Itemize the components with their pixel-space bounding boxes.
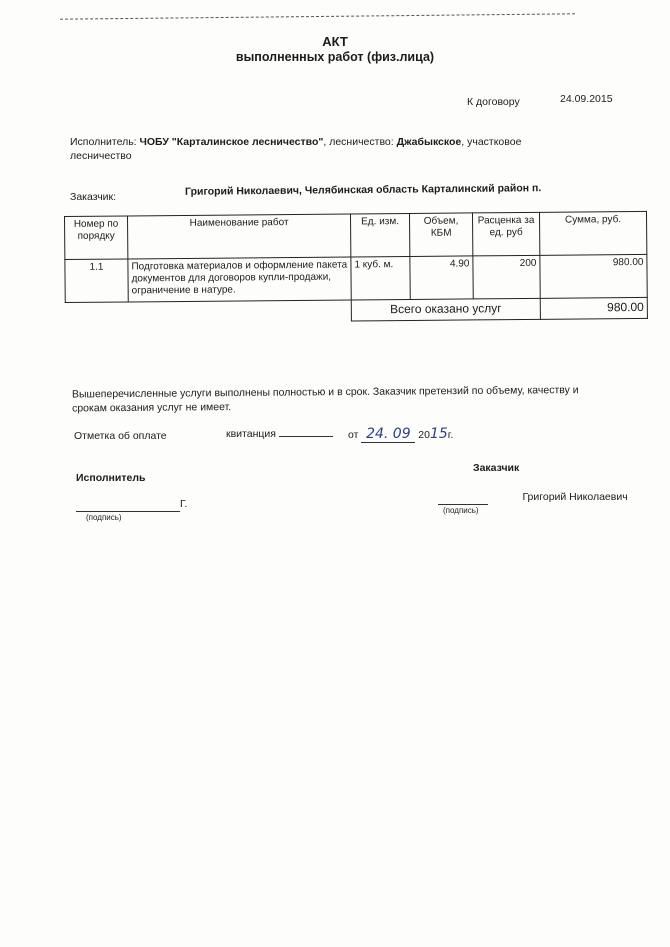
payment-date (348, 426, 453, 443)
district-label: , участковое (461, 136, 522, 148)
col-header-number: Номер по порядку (65, 216, 128, 260)
executor-label: Исполнитель: (70, 136, 137, 148)
handwritten-year: 15 (429, 426, 448, 442)
receipt-number-blank (279, 436, 333, 437)
customer-signature-name: Григорий Николаевич (522, 491, 628, 503)
row-rate: 200 (473, 255, 540, 299)
executor-signature-caption: (подпись) (86, 513, 122, 522)
total-row (65, 297, 647, 323)
total-sum: 980.00 (540, 297, 647, 319)
row-name: Подготовка материалов и оформление пакета документов для договоров купли-продажи, ограничение в натуре. (128, 257, 351, 302)
customer-signature-line (438, 487, 638, 505)
total-label: Всего оказано услуг (351, 298, 540, 321)
customer-signature-caption: (подпись) (443, 506, 479, 515)
executor-signature-title: Исполнитель (76, 472, 146, 484)
from-label: от (348, 429, 359, 441)
row-volume: 4.90 (410, 256, 473, 300)
col-header-rate: Расценка за ед. руб (472, 212, 539, 256)
statement-line-2: срокам оказания услуг не имеет. (72, 401, 232, 415)
top-dashed-rule (60, 13, 575, 19)
table-row (65, 254, 647, 302)
row-sum: 980.00 (540, 254, 647, 298)
executor-signature-line (76, 494, 200, 512)
handwritten-date: 24. 09 (361, 426, 415, 443)
works-table (64, 211, 648, 324)
row-unit: 1 куб. м. (351, 256, 410, 300)
receipt-label: квитанция (226, 428, 276, 440)
customer-label: Заказчик: (70, 191, 117, 203)
executor-block (70, 135, 610, 163)
payment-label: Отметка об оплате (74, 430, 167, 442)
contract-date: 24.09.2015 (560, 93, 613, 105)
year-prefix: 20 (418, 429, 430, 441)
col-header-volume: Объем, КБМ (409, 213, 472, 257)
col-header-unit: Ед. изм. (350, 213, 409, 257)
col-header-sum: Сумма, руб. (539, 211, 646, 255)
district-label-2: лесничество (70, 150, 132, 162)
contract-label: К договору (467, 96, 520, 108)
statement-text (72, 383, 632, 416)
col-header-name: Наименование работ (128, 214, 351, 259)
executor-initial: Г. (180, 498, 188, 510)
table-header-row (65, 211, 647, 259)
forestry-name: Джабыкское (396, 136, 462, 148)
document-subtitle: выполненных работ (физ.лица) (235, 50, 435, 64)
forestry-label: , лесничество: (323, 136, 394, 148)
row-number: 1.1 (65, 259, 128, 303)
statement-line-1: Вышеперечисленные услуги выполнены полностью и в срок. Заказчик претензий по объему, качеству и (71, 384, 579, 401)
customer-signature-title: Заказчик (473, 462, 520, 474)
payment-receipt (226, 428, 333, 440)
year-suffix: г. (447, 429, 454, 441)
executor-name: ЧОБУ "Карталинское лесничество" (139, 136, 324, 148)
customer-name: Григорий Николаевич, Челябинская область Карталинский район п. (184, 182, 542, 198)
document-title: АКТ (322, 34, 348, 49)
